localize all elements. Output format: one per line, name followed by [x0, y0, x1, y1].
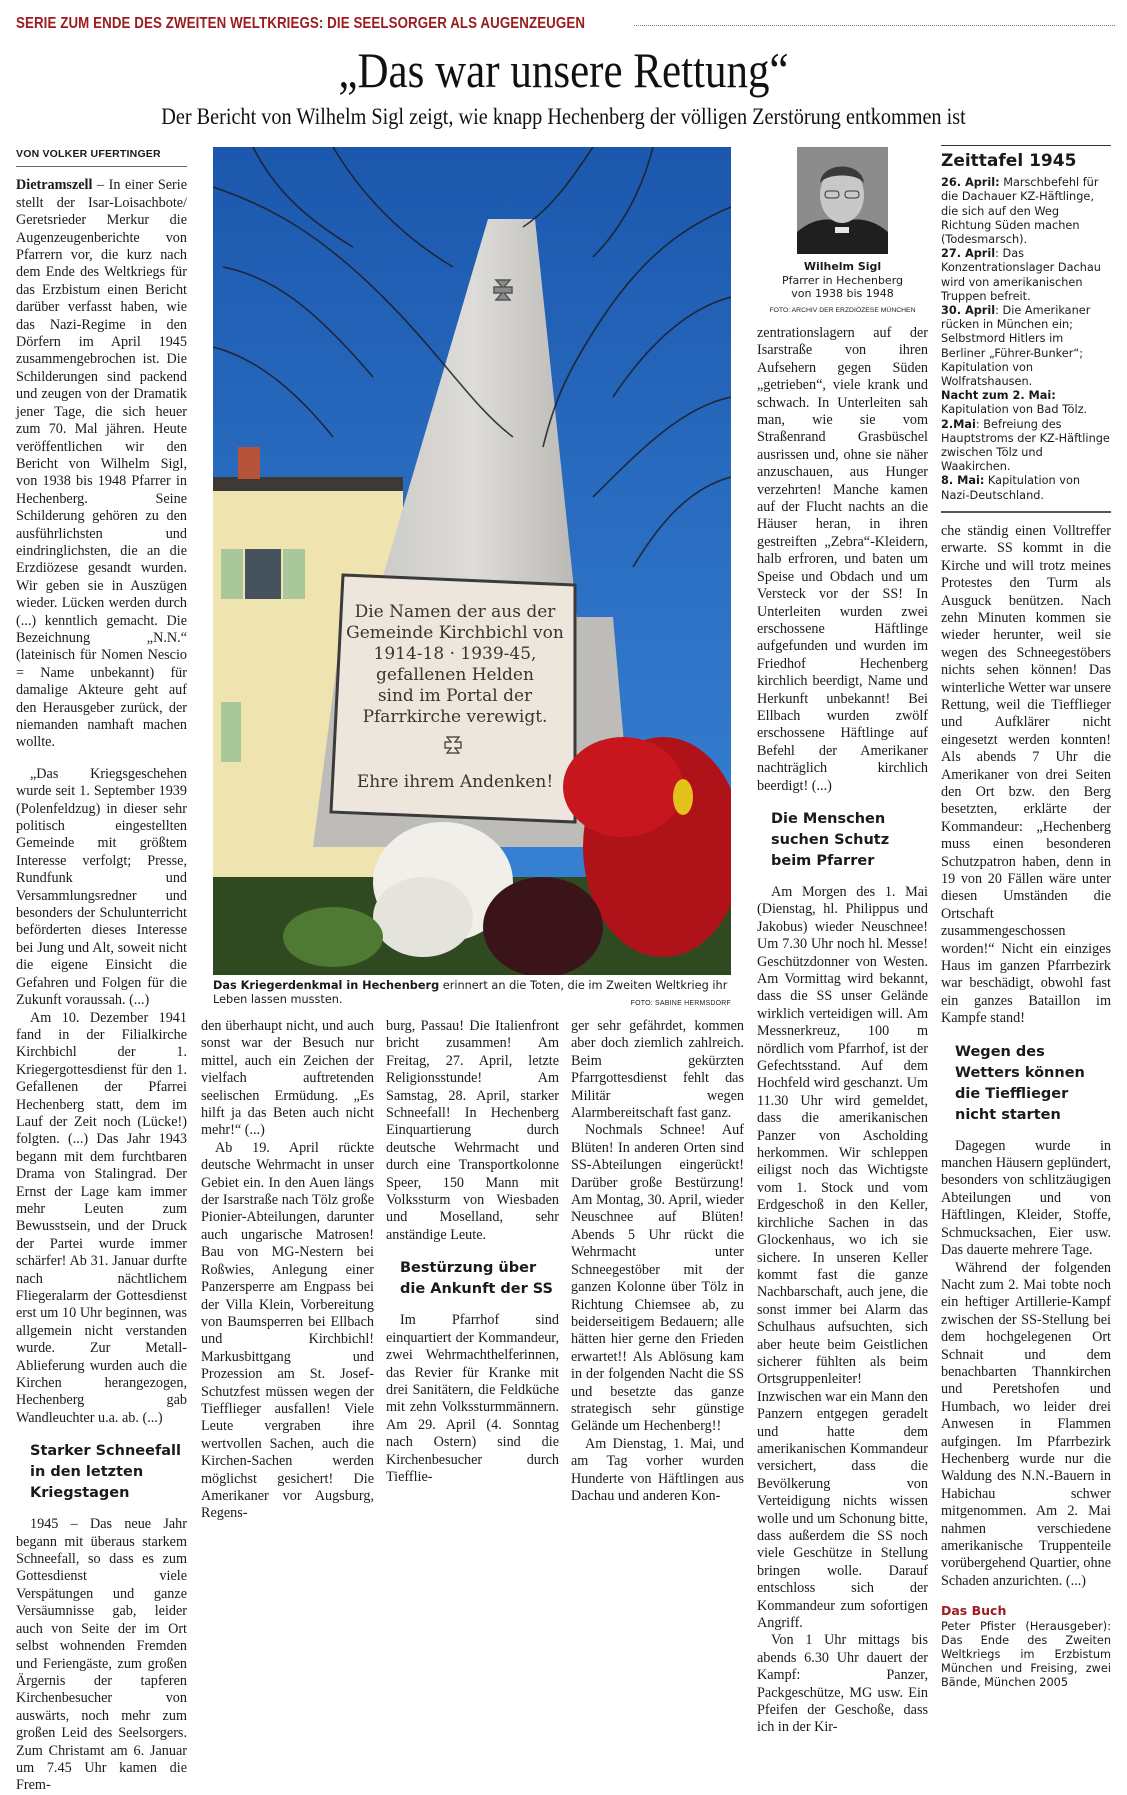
plaque-line: Gemeinde Kirchbichl von — [346, 623, 564, 643]
column-6-stack — [941, 145, 1111, 1691]
paragraph: 1945 – Das neue Jahr begann mit überaus starkem Schneefall, so dass es zum Gottesdienst viele Verspätungen und ganze Versäumnisse gab, leider auch von Seite der im Ort selbst wohnenden Fremden und Feriengäste, zum großen Ärgernis der tapferen Kirchenbesucher von auswärts, noch mehr zum großen Leid des Seelsorgers. Zum Christamt am 6. Januar um 7.45 Uhr kamen die Frem- — [16, 1516, 187, 1794]
paragraph: Dagegen wurde in manchen Häusern geplündert, besonders von schlitzäugigen Abteilungen und von Häftlingen, Kleider, Stoffe, Schmucksachen, Eier usw. Das dauerte mehrere Tage. — [941, 1137, 1111, 1259]
paragraph: Am 10. Dezember 1941 fand in der Filialkirche Kirchbichl der 1. Kriegergottesdienst für den 1. Gefallenen der Pfarrei Hechenberg statt, dem im Lauf der Zeit noch (Lücke!) folgten. (...) Das Jahr 1943 begann mit dem furchtbaren Drama von Stalingrad. Der Ernst der Lage kam immer mehr Leuten zum Bewusstsein, und der Druck der Partei wurde immer schärfer! Ab 31. Januar durfte nach nächtlichem Fliegeralarm der Gottesdienst erst um 10 Uhr beginnen, was allgemein nicht verstanden wurde. Zur Metall-Ablieferung wurden auch die Kirchen herangezogen, Hechenberg gab Wandleuchter u.a. ab. (...) — [16, 1009, 187, 1426]
column-1 — [16, 146, 187, 1795]
photo-credit: FOTO: SABINE HERMSDORF — [630, 1000, 731, 1007]
paragraph: burg, Passau! Die Italienfront bricht zusammen! Am Freitag, 27. April, letzte Religionsstunde! Am Samstag, 28. April, starker Schneefall! In Hechenberg Einquartierung durch deutsche Wehrmacht und durch eine Transportkolonne Speer, 150 Mann mit Volkssturm von Wiesbaden und Moselland, sehr anständige Leute. — [386, 1018, 559, 1243]
timeline-date: 26. April: — [941, 176, 1000, 190]
paragraph: Am Dienstag, 1. Mai, und am Tag vorher wurden Hunderte von Häftlingen aus Dachau und anderen Kon- — [571, 1435, 744, 1504]
portrait-role: Pfarrer in Hechenberg — [781, 273, 904, 287]
memorial-photo-image — [213, 147, 731, 975]
portrait-years: von 1938 bis 1948 — [791, 287, 894, 300]
timeline-entry — [941, 474, 1111, 502]
paragraph: Im Pfarrhof sind einquartiert der Kommandeur, zwei Wehrmachthelferinnen, das Revier für Kranke mit drei Sanitätern, die Feldküche mit zehn Volkssturmmännern. Am 29. April (4. Sonntag nach Ostern) sind die Kirchenbesucher durch Tiefflie- — [386, 1312, 559, 1485]
caption-bold: Das Kriegerdenkmal in Hechenberg — [213, 979, 440, 992]
timeline-date: 30. April — [941, 304, 996, 318]
photo-caption — [213, 979, 731, 1011]
portrait-credit: FOTO: ARCHIV DER ERZDIÖZESE MÜNCHEN — [769, 306, 916, 314]
timeline-entry — [941, 389, 1111, 417]
portrait-photo — [797, 147, 888, 254]
timeline-entry — [941, 247, 1111, 304]
timeline-entry — [941, 418, 1111, 475]
paragraph: Von 1 Uhr mittags bis abends 6.30 Uhr dauert der Kampf: Panzer, Packgeschütze, MG usw. Ein Pfeifen der Geschoße, dass ich in der Kir- — [757, 1632, 928, 1736]
column-5-stack — [757, 147, 928, 1737]
plaque-line: Die Namen der aus der — [354, 602, 556, 622]
subheading: Wegen des Wetters können die Tiefflieger nicht starten — [955, 1043, 1085, 1123]
timeline-text: Marschbefehl für die Dachauer KZ-Häftlinge, die sich auf den Weg Richtung Süden machen (Todesmarsch). — [941, 176, 1099, 247]
paragraph: Ab 19. April rückte deutsche Wehrmacht in unser Gebiet ein. In den Auen längs der Isarstraße nach Tölz große Pionier-Abteilungen, darunter auch ungarische Matrosen! Bau von MG-Nestern bei Roßwies, Anlegung einer Panzersperre am Engpass bei der Villa Klein, Vorbereitung von Baumsperren bei Ellbach und Kirchbichl! Markusbittgang und Prozession am St. Josef-Schutzfest müssen wegen der Tiefflieger ausfallen! Viele Leute vergraben ihre wertvollen Sachen, auch die Kirchen-Sachen werden möglichst gesichert! Die Amerikaner vor Augsburg, Regens- — [201, 1139, 374, 1522]
intro-text: – In einer Serie stellt der Isar-Loisachbote/ Geretsrieder Merkur die Augenzeugenberichte von Pfarrern vor, die kurz nach dem Ende des Weltkriegs für das Erzbistum einen Bericht darüber verfasst haben, wie das Nazi-Regime in den Dörfern im April 1945 zusammengebrochen ist. Die Schilderungen sind packend und zeugen von der Dramatik jener Tage, die sich heuer zum 70. Mal jähren. Heute veröffentlichen wir den Bericht von Wilhelm Sigl, von 1938 bis 1948 Pfarrer in Hechenberg. Seine Schilderung gehören zu den ausführlichsten und eindringlichsten, die an die Erzdiözese gesandt wurden. Wir geben sie in Auszügen wieder. Lücken werden durch (...) kenntlich gemacht. Die Bezeichnung „N.N.“ (lateinisch für Nomen Nescio = Name unbekannt) für damalige Akteure geht auf den Herausgeber zurück, der niemanden namhaft machen wollte. — [16, 177, 187, 751]
timeline-date: 8. Mai: — [941, 474, 985, 488]
timeline-text: : Befreiung des Hauptstroms der KZ-Häftlinge zwischen Tölz und Waakirchen. — [941, 417, 1110, 474]
column-3 — [386, 1018, 559, 1486]
timeline-bottom-rule — [941, 511, 1111, 513]
portrait-caption — [757, 260, 928, 317]
timeline-text: : Das Konzentrationslager Dachau wird von amerikanischen Truppen befreit. — [941, 247, 1101, 303]
book-box-title: Das Buch — [941, 1603, 1007, 1619]
plaque-line: Pfarrkirche verewigt. — [362, 707, 548, 727]
dateline: Dietramszell — [16, 177, 93, 194]
subheading: Starker Schneefall in den letzten Kriegstagen — [30, 1443, 181, 1502]
timeline-text: Kapitulation von Bad Tölz. — [941, 403, 1088, 417]
intro-paragraph — [16, 177, 187, 751]
timeline-entry — [941, 176, 1111, 247]
timeline-date: 2.Mai — [941, 417, 976, 431]
chimney — [238, 447, 260, 479]
plaque-line: gefallenen Helden — [376, 665, 534, 685]
memorial-photo — [213, 147, 731, 975]
paragraph: Während der folgenden Nacht zum 2. Mai tobte noch ein heftiger Artillerie-Kampf zwischen der SS-Stellung bei dem hochgelegenen Ort Schnait und dem benachbarten Thannkirchen und Peretshofen und Humbach, wo leider drei Anwesen in Flammen aufgingen. Im Pfarrbezirk Hechenberg wurde nur die Waldung des N.N.-Bauern in Habichau schwer mitgenommen. Am 2. Mai nahmen verschiedene amerikanische Truppenteile vorübergehend Quartier, ohne Schaden anzurichten. (...) — [941, 1259, 1111, 1589]
plaque-footer: Ehre ihrem Andenken! — [356, 772, 554, 792]
portrait-name: Wilhelm Sigl — [803, 260, 882, 273]
book-reference: Peter Pfister (Herausgeber): Das Ende des Zweiten Weltkriegs im Erzbistum München und Freising, zwei Bände, München 2005 — [941, 1619, 1111, 1690]
paragraph: ger sehr gefährdet, kommen aber doch ziemlich zahlreich. Beim gekürzten Pfarrgottesdienst fehlt das Militär wegen Alarmbereitschaft fast ganz. — [571, 1018, 744, 1122]
plaque-line: sind im Portal der — [377, 686, 533, 706]
timeline-box — [941, 145, 1111, 503]
headline: „Das war unsere Rettung“ — [338, 42, 789, 98]
timeline-text: Kapitulation von Nazi-Deutschland. — [941, 474, 1081, 502]
paragraph: zentrationslagern auf der Isarstraße von ihren Aufsehern gegen Süden „getrieben“, viele krank und schwach. In Unterleiten sah man, wie sie vom Straßenrand Grasbüschel ausrissen und, ohne sie näher anzuschauen, aus Hunger verzehrten! Manche kamen auf der Flucht nachts an die Häuser heran, in ihren gestreiften „Zebra“-Kleidern, halb erfroren, und baten um Speise und Obdach und um Versteck vor der SS! In Unterleiten wurden zwei erschossene Häftlinge aufgefunden und wurden im Friedhof Hechenberg kirchlich beerdigt, Name und Herkunft unbekannt! Bei Ellbach wurden zwölf erschossene Häftlinge auf Befehl der Amerikaner nachträglich kirchlich beerdigt! (...) — [757, 325, 928, 794]
caption-text: erinnert an die Toten, die im Zweiten Weltkrieg ihr Leben lassen mussten. — [213, 979, 728, 1006]
byline: VON VOLKER UFERTINGER — [16, 146, 187, 167]
column-4 — [571, 1018, 744, 1505]
paragraph: den überhaupt nicht, und auch sonst war der Besuch nur mittel, auch ein Zeichen der vielfach auftretenden seelischen Ermüdung. „Es hilft ja das Beten auch nicht mehr!“ (...) — [201, 1018, 374, 1139]
subheadline: Der Bericht von Wilhelm Sigl zeigt, wie knapp Hechenberg der völligen Zerstörung entkommen ist — [161, 104, 966, 129]
paragraph: „Das Kriegsgeschehen wurde seit 1. September 1939 (Polenfeldzug) in dieser sehr politisch eingestellten Gemeinde mit größtem Interesse verfolgt; Presse, Rundfunk und Versammlungsredner und besonders der Schulunterricht beförderten dieses Interesse bei Jung und Alt, soweit nicht die eigene Einsicht die Gefahren und Folgen für die Zukunft voraussah. (...) — [16, 765, 187, 1009]
timeline-text: : Die Amerikaner rücken in München ein; Selbstmord Hitlers im Berliner „Führer-Bunker“; Kapitulation von Wolfratshausen. — [941, 304, 1091, 389]
subheading: Bestürzung über die Ankunft der SS — [400, 1260, 554, 1298]
timeline-date: 27. April — [941, 247, 996, 261]
kicker-dotted-rule — [634, 25, 1115, 26]
paragraph: Nochmals Schnee! Auf Blüten! In anderen Orten sind SS-Abteilungen eingerückt! Darüber große Bestürzung! Am Montag, 30. April, wieder Neuschnee auf Blüten! Abends 5 Uhr rückt die Wehrmacht unter Schneegestöber mit der ganzen Kolonne über Tölz in Richtung Chiemsee ab, zu beiderseitigem Bedauern; alle hätten hier gerne den Frieden erwartet!! Als Ablösung kam in der folgenden Nacht die SS und besetzte das ganze strategisch sehr günstige Gelände um Hechenberg!! — [571, 1122, 744, 1435]
portrait-image — [797, 147, 888, 254]
column-5 — [757, 325, 928, 1737]
timeline-date: Nacht zum 2. Mai: — [941, 389, 1056, 403]
subheading: Die Menschen suchen Schutz beim Pfarrer — [771, 810, 890, 869]
column-6 — [941, 523, 1111, 1691]
series-kicker: SERIE ZUM ENDE DES ZWEITEN WELTKRIEGS: DIE SEELSORGER ALS AUGENZEUGEN — [16, 15, 586, 32]
paragraph: Am Morgen des 1. Mai (Dienstag, hl. Philippus und Jakobus) wieder Neuschnee! Um 7.30 Uhr noch hl. Messe! Geschützdonner von Westen. Am Vormittag wird bekannt, dass die SS unser Gelände wirklich verteidigen will. Am Messnerkreuz, 100 m nördlich vom Pfarrhof, ist der Gefechtsstand. Auf dem Hochfeld wird geschanzt. Um 11.30 Uhr wird gemeldet, dass die amerikanischen Panzer von Ascholding herkommen. Wir schleppen eiligst noch das Wichtigste vom 1. Stock und vom Erdgeschoß in den Keller, kirchliche Sachen in das Glockenhaus, wo ich sie sichere. In unseren Keller kommt fast die ganze Nachbarschaft, auch jene, die sonst immer bei Alarm das Schulhaus aufsuchten, sich aber heute beim Geistlichen sicherer fühlten als beim Ortsgruppenleiter! Inzwischen war ein Mann den Panzern entgegen geradelt und hatte dem amerikanischen Kommandeur versichert, dass die Bevölkerung von Verteidigung nichts wissen wolle und um Schonung bitte, dass außerdem die SS noch viele Geschütze in Stellung bringen wolle. Darauf entschloss sich der Kommandeur zum sofortigen Angriff. — [757, 883, 928, 1632]
plaque-line: 1914-18 · 1939-45, — [373, 644, 537, 664]
column-2 — [201, 1018, 374, 1523]
timeline-title: Zeittafel 1945 — [941, 145, 1111, 168]
timeline-entry — [941, 304, 1111, 389]
paragraph: che ständig einen Volltreffer erwarte. SS kommt in die Kirche und will trotz meines Protestes den Turm als Ausguck benützen. Nach zehn Minuten kommen sie wieder herunter, weil sie wegen des Schneegestöbers nichts sehen können! Das winterliche Wetter war unsere Rettung, weil die Tiefflieger und Aufklärer nicht eingesetzt werden konnten! Als abends 7 Uhr die Amerikaner von drei Seiten den Ort bzw. den Berg besetzten, erklärte der Kommandeur: „Hechenberg muss einen besonderen Schutzpatron haben, denn in 19 von 20 Fällen wäre unter diesen Umständen die Ortschaft zusammengeschossen worden!“ Nicht ein einziges Haus im ganzen Pfarrbezirk war beschädigt, obwohl fast ein ganzes Bataillon im Kampfe stand! — [941, 522, 1111, 1027]
